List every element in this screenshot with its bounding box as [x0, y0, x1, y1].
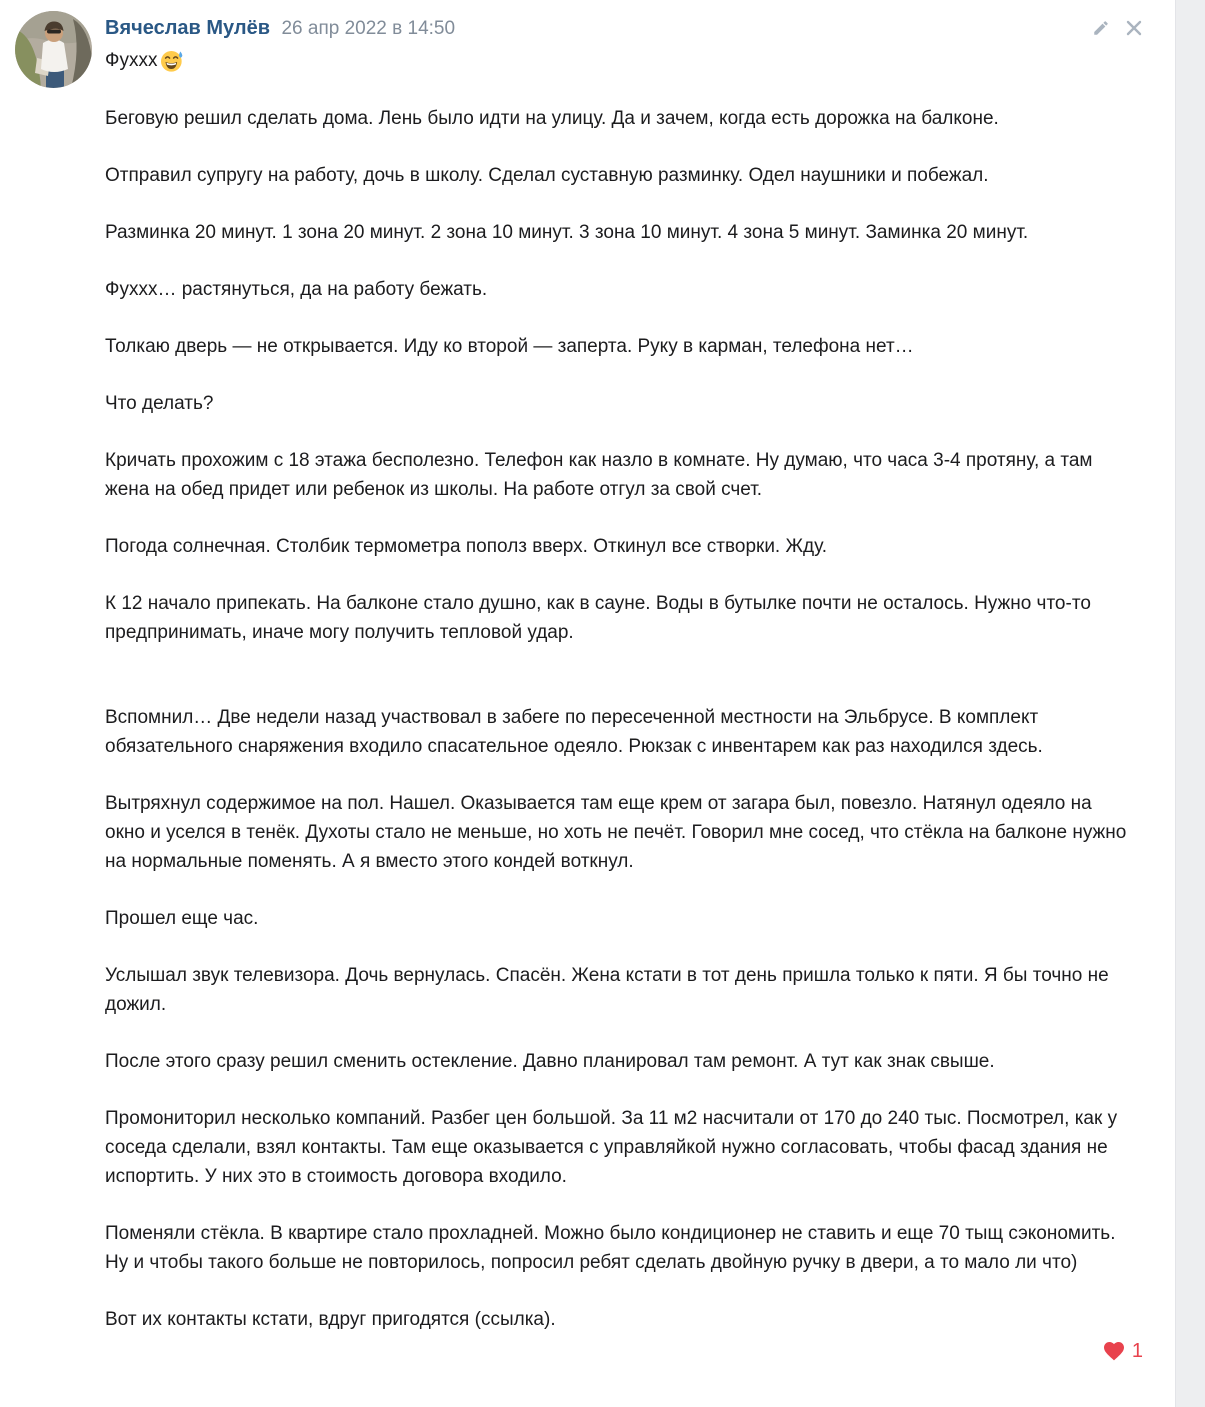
- author-avatar[interactable]: [15, 11, 92, 88]
- post-paragraph: Толкаю дверь — не открывается. Иду ко второй — заперта. Руку в карман, телефона нет…: [105, 336, 914, 357]
- author-line: [105, 14, 1135, 44]
- post-paragraph: Прошел еще час.: [105, 908, 259, 929]
- post-paragraph: Разминка 20 минут. 1 зона 20 минут. 2 зона 10 минут. 3 зона 10 минут. 4 зона 5 минут. Заминка 20 минут.: [105, 222, 1029, 243]
- post-timestamp[interactable]: 26 апр 2022 в 14:50: [281, 18, 456, 39]
- post-paragraph: К 12 начало припекать. На балконе стало душно, как в сауне. Воды в бутылке почти не осталось. Нужно что-то предпринимать, иначе могу получить тепловой удар.: [105, 593, 1091, 643]
- close-icon: [1125, 19, 1143, 37]
- page-background-strip: [1175, 0, 1205, 1407]
- author-name-link[interactable]: Вячеслав Мулёв: [105, 17, 271, 39]
- post-paragraph: После этого сразу решил сменить остекление. Давно планировал там ремонт. А тут как знак свыше.: [105, 1051, 995, 1072]
- post-footer: [105, 1338, 1143, 1364]
- avatar-image: [15, 11, 92, 88]
- post-paragraph: Кричать прохожим с 18 этажа бесполезно. Телефон как назло в комнате. Ну думаю, что часа 3-4 протяну, а там жена на обед придет или ребенок из школы. На работе отгул за свой счет.: [105, 450, 1093, 500]
- post-intro: [105, 46, 1135, 76]
- post-paragraph: Вот их контакты кстати, вдруг пригодятся (ссылка).: [105, 1309, 556, 1330]
- post-body: [105, 104, 1135, 1334]
- post-paragraph: Услышал звук телевизора. Дочь вернулась. Спасён. Жена кстати в тот день пришла только к пяти. Я бы точно не дожил.: [105, 965, 1109, 1015]
- pencil-icon: [1092, 19, 1110, 37]
- sweat-smile-emoji: [160, 49, 184, 73]
- post-paragraph: Вспомнил… Две недели назад участвовал в забеге по пересеченной местности на Эльбрусе. В комплект обязательного снаряжения входило спасательное одеяло. Рюкзак с инвентарем как раз находился здесь.: [105, 707, 1043, 757]
- post-paragraph: Погода солнечная. Столбик термометра пополз вверх. Откинул все створки. Жду.: [105, 536, 827, 557]
- post-paragraph: Вытряхнул содержимое на пол. Нашел. Оказывается там еще крем от загара был, повезло. Натянул одеяло на окно и уселся в тенёк. Духоты стало не меньше, но хоть не печёт. Говорил мне сосед, что стёкла на балконе нужно на нормальные поменять. А я вместо этого кондей воткнул.: [105, 793, 1127, 872]
- like-button[interactable]: [1102, 1338, 1143, 1364]
- close-post-button[interactable]: [1125, 19, 1143, 37]
- post-paragraph: Что делать?: [105, 393, 214, 414]
- post-intro-text: Фуххх: [105, 50, 158, 71]
- like-count: 1: [1131, 1340, 1143, 1362]
- edit-post-button[interactable]: [1092, 19, 1110, 37]
- post-paragraph: Промониторил несколько компаний. Разбег цен большой. За 11 м2 насчитали от 170 до 240 тыс. Посмотрел, как у соседа сделали, взял контакты. Там еще оказывается с управляйкой нужно согласовать, чтобы фасад здания не испортить. У них это в стоимость договора входило.: [105, 1108, 1118, 1187]
- post-actions: [1092, 19, 1143, 37]
- post-paragraph: Фуххх… растянуться, да на работу бежать.: [105, 279, 488, 300]
- post-header: [105, 14, 1135, 76]
- post-paragraph: Поменяли стёкла. В квартире стало прохладней. Можно было кондиционер не ставить и еще 70 тыщ сэкономить. Ну и чтобы такого больше не повторилось, попросил ребят сделать двойную ручку в двери, а то мало ли что): [105, 1223, 1116, 1273]
- heart-icon: [1102, 1339, 1126, 1363]
- post-paragraph: Отправил супругу на работу, дочь в школу. Сделал суставную разминку. Одел наушники и побежал.: [105, 165, 989, 186]
- post-paragraph: Беговую решил сделать дома. Лень было идти на улицу. Да и зачем, когда есть дорожка на балконе.: [105, 108, 999, 129]
